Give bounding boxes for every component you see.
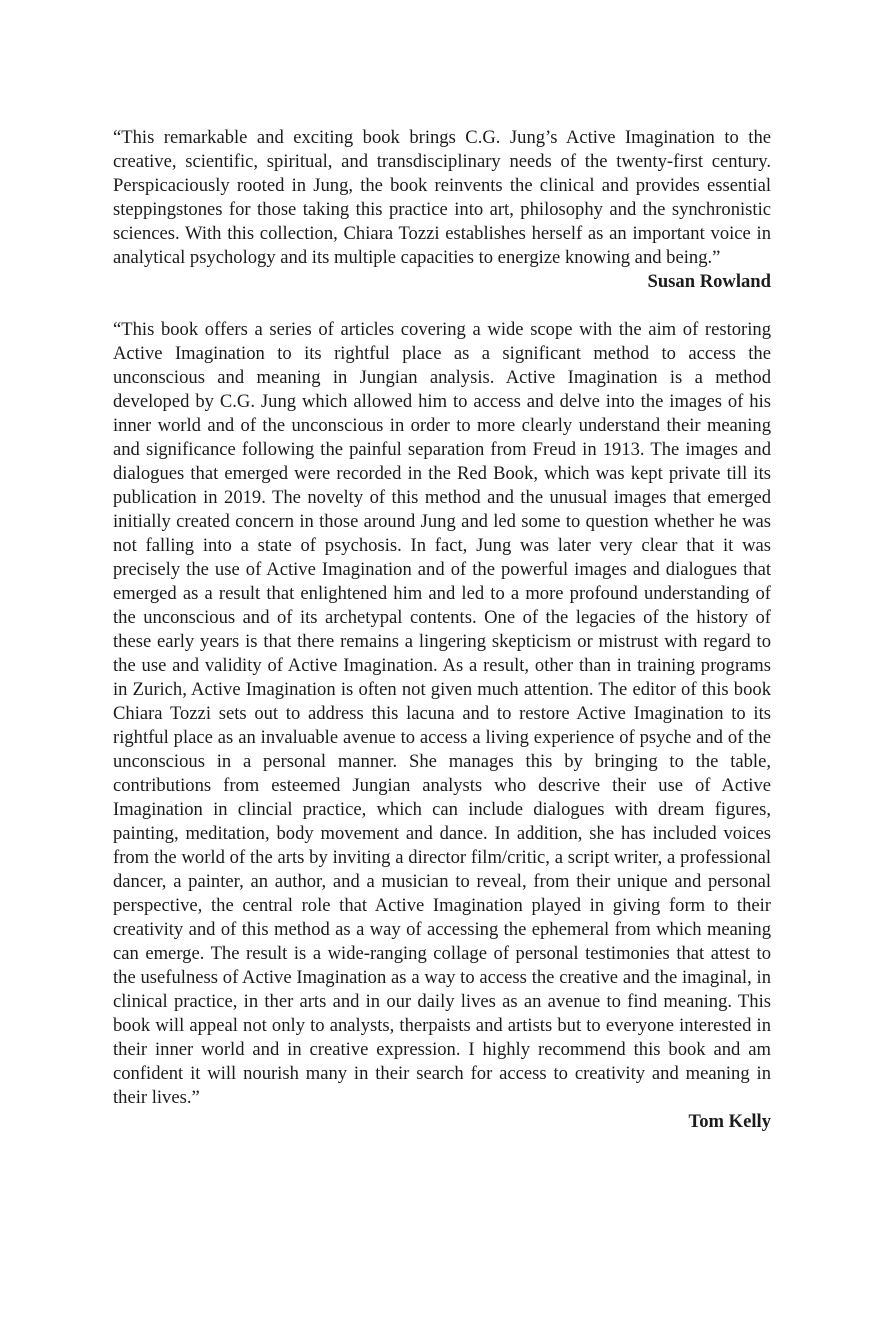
- endorsements-page: [113, 126, 771, 1134]
- endorsement-quote: “This book offers a series of articles covering a wide scope with the aim of restoring Active Imagination to its rightful place as a significant method to access the unconscious and meaning in Jungian analysis. Active Imagination is a method developed by C.G. Jung which allowed him to access and delve into the images of his inner world and of the unconscious in order to more clearly understand their meaning and significance following the painful separation from Freud in 1913. The images and dialogues that emerged were recorded in the Red Book, which was kept private till its publication in 2019. The novelty of this method and the unusual images that emerged initially created concern in those around Jung and led some to question whether he was not falling into a state of psychosis. In fact, Jung was later very clear that it was precisely the use of Active Imagination and of the powerful images and dialogues that emerged as a result that enlightened him and led to a more profound understanding of the unconscious and of its archetypal contents. One of the legacies of the history of these early years is that there remains a lingering skepticism or mistrust with regard to the use and validity of Active Imagination. As a result, other than in training programs in Zurich, Active Imagination is often not given much attention. The editor of this book Chiara Tozzi sets out to address this lacuna and to restore Active Imagination to its rightful place as an invaluable avenue to access a living experience of psyche and of the unconscious in a personal manner. She manages this by bringing to the table, contributions from esteemed Jungian analysts who descrive their use of Active Imagination in clincial practice, which can include dialogues with dream figures, painting, meditation, body movement and dance. In addition, she has included voices from the world of the arts by inviting a director film/critic, a script writer, a professional dancer, a painter, an author, and a musician to reveal, from their unique and personal perspective, the central role that Active Imagination played in giving form to their creativity and of this method as a way of accessing the ephemeral from which meaning can emerge. The result is a wide-ranging collage of personal testimonies that attest to the usefulness of Active Imagination as a way to access the creative and the imaginal, in clinical practice, in ther arts and in our daily lives as an avenue to find meaning. This book will appeal not only to analysts, therpaists and artists but to everyone interested in their inner world and in creative expression. I highly recommend this book and am confident it will nourish many in their search for access to creativity and meaning in their lives.”: [113, 319, 771, 1108]
- endorsement-tom-kelly: [113, 318, 771, 1134]
- endorsement-author: Tom Kelly: [688, 1111, 771, 1132]
- endorsement-author: Susan Rowland: [647, 271, 771, 292]
- endorsement-quote: “This remarkable and exciting book brings C.G. Jung’s Active Imagination to the creative, scientific, spiritual, and transdisciplinary needs of the twenty-first century. Perspicaciously rooted in Jung, the book reinvents the clinical and provides essential steppingstones for those taking this practice into art, philosophy and the synchronistic sciences. With this collection, Chiara Tozzi establishes herself as an important voice in analytical psychology and its multiple capacities to energize knowing and being.”: [113, 127, 771, 268]
- section-spacer: [113, 294, 771, 318]
- endorsement-susan-rowland: [113, 126, 771, 294]
